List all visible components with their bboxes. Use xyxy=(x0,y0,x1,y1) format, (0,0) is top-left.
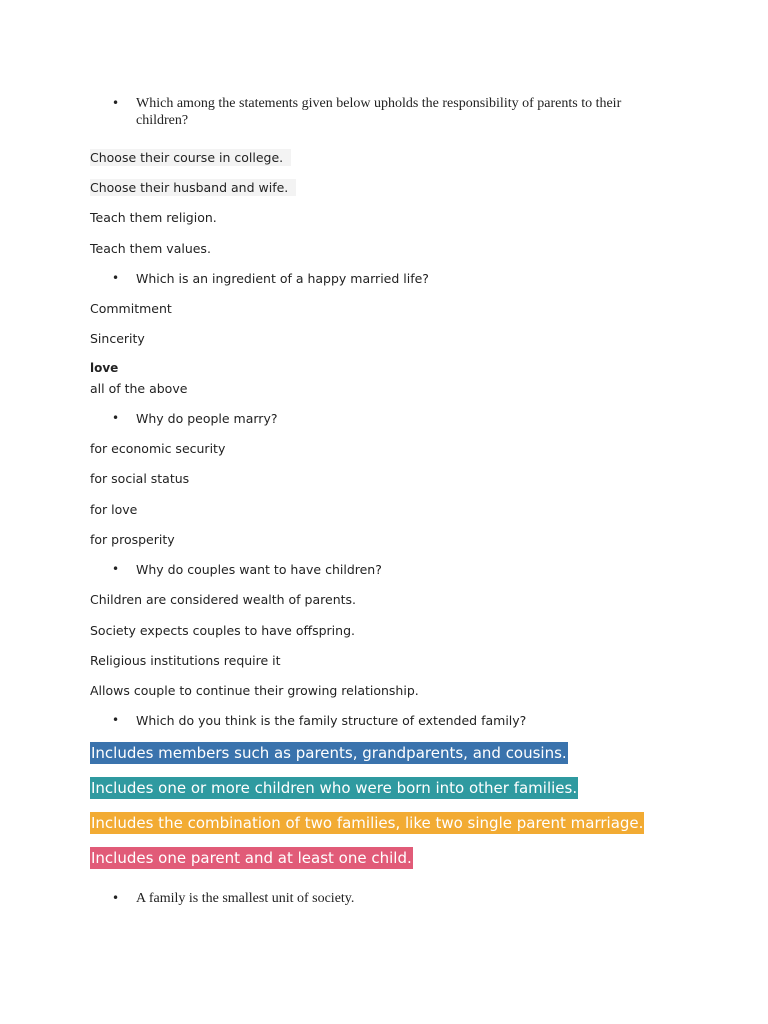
q5-option-2-highlight: Includes one or more children who were born into other families. xyxy=(91,779,578,797)
q4-option-3: Religious institutions require it xyxy=(90,653,281,668)
q4-option-4: Allows couple to continue their growing relationship. xyxy=(90,683,419,698)
q1-option-2: Choose their husband and wife. xyxy=(90,179,296,196)
question-3-text: • Why do people marry? xyxy=(136,411,278,426)
q1-option-4: Teach them values. xyxy=(90,241,211,256)
q3-option-4: for prosperity xyxy=(90,532,175,547)
question-5 xyxy=(112,712,672,729)
q5-option-3-highlight: Includes the combination of two families, like two single parent marriage. xyxy=(91,814,644,832)
question-1-text: • Which among the statements given below upholds the responsibility of parents to their children? xyxy=(136,96,622,128)
question-4 xyxy=(112,561,672,578)
q2-option-1: Commitment xyxy=(90,301,172,316)
question-2-text: • Which is an ingredient of a happy married life? xyxy=(136,271,429,286)
question-2 xyxy=(112,270,672,287)
question-5-text: • Which do you think is the family structure of extended family? xyxy=(136,713,527,728)
q2-option-3: love xyxy=(90,361,119,375)
question-6-text: • A family is the smallest unit of society. xyxy=(136,891,355,906)
q1-option-3: Teach them religion. xyxy=(90,210,217,225)
q4-option-2: Society expects couples to have offspring. xyxy=(90,623,355,638)
question-1 xyxy=(112,95,672,129)
q5-option-4-highlight: Includes one parent and at least one child. xyxy=(91,849,412,867)
q3-option-2: for social status xyxy=(90,471,190,486)
q2-option-4: all of the above xyxy=(90,381,188,396)
q3-option-1: for economic security xyxy=(90,441,226,456)
question-3 xyxy=(112,410,672,427)
q4-option-1: Children are considered wealth of parents. xyxy=(90,592,357,607)
q1-option-1: Choose their course in college. xyxy=(90,149,291,166)
question-6 xyxy=(112,890,672,907)
q3-option-3: for love xyxy=(90,502,138,517)
q2-option-2: Sincerity xyxy=(90,331,145,346)
question-4-text: • Why do couples want to have children? xyxy=(136,562,382,577)
q5-option-1-highlight: Includes members such as parents, grandparents, and cousins. xyxy=(91,744,567,762)
